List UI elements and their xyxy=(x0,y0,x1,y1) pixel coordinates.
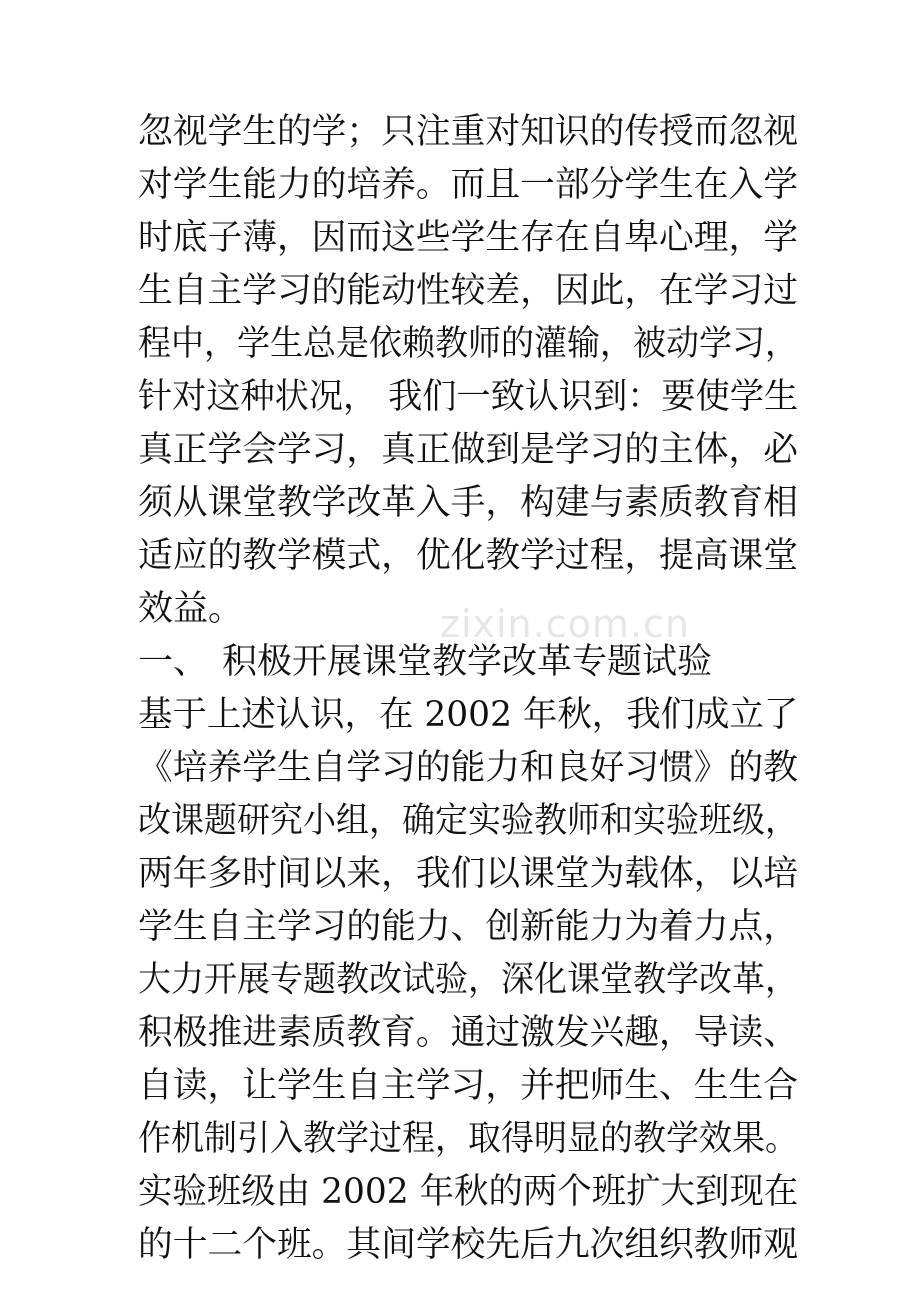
text-line: 《培养学生自学习的能力和良好习惯》的教 xyxy=(138,748,799,788)
text-line: 改课题研究小组，确定实验教师和实验班级， xyxy=(138,801,799,841)
text-line: 适应的教学模式，优化教学过程，提高课堂 xyxy=(138,536,799,576)
text-line: 针对这种状况， 我们一致认识到：要使学生 xyxy=(138,377,799,417)
text-line: 学生自主学习的能力、创新能力为着力点， xyxy=(138,907,799,947)
text-line: 积极推进素质教育。通过激发兴趣，导读、 xyxy=(138,1013,799,1053)
text-line: 自读，让学生自主学习，并把师生、生生合 xyxy=(138,1066,799,1106)
text-line: 基于上述认识，在 2002 年秋，我们成立了 xyxy=(138,695,799,735)
text-line: 效益。 xyxy=(138,589,244,629)
text-line: 须从课堂教学改革入手，构建与素质教育相 xyxy=(138,483,799,523)
watermark: zixin.com.cn xyxy=(440,602,690,646)
text-line: 对学生能力的培养。而且一部分学生在入学 xyxy=(138,165,799,205)
section-title: 积极开展课堂教学改革专题试验 xyxy=(222,642,713,682)
text-line: 作机制引入教学过程，取得明显的教学效果。 xyxy=(138,1119,799,1159)
text-line: 大力开展专题教改试验，深化课堂教学改革， xyxy=(138,960,799,1000)
text-line: 实验班级由 2002 年秋的两个班扩大到现在 xyxy=(138,1172,799,1212)
text-line: 两年多时间以来，我们以课堂为载体，以培 xyxy=(138,854,799,894)
text-line: 程中，学生总是依赖教师的灌输，被动学习， xyxy=(138,324,799,364)
text-line: 忽视学生的学；只注重对知识的传授而忽视 xyxy=(138,112,799,152)
section-number: 一、 xyxy=(138,642,209,682)
body-text xyxy=(138,106,798,1272)
text-line: 时底子薄，因而这些学生存在自卑心理，学 xyxy=(138,218,799,258)
text-line: 真正学会学习，真正做到是学习的主体，必 xyxy=(138,430,799,470)
text-line: 生自主学习的能动性较差，因此，在学习过 xyxy=(138,271,799,311)
text-line: 的十二个班。其间学校先后九次组织教师观 xyxy=(138,1225,799,1265)
